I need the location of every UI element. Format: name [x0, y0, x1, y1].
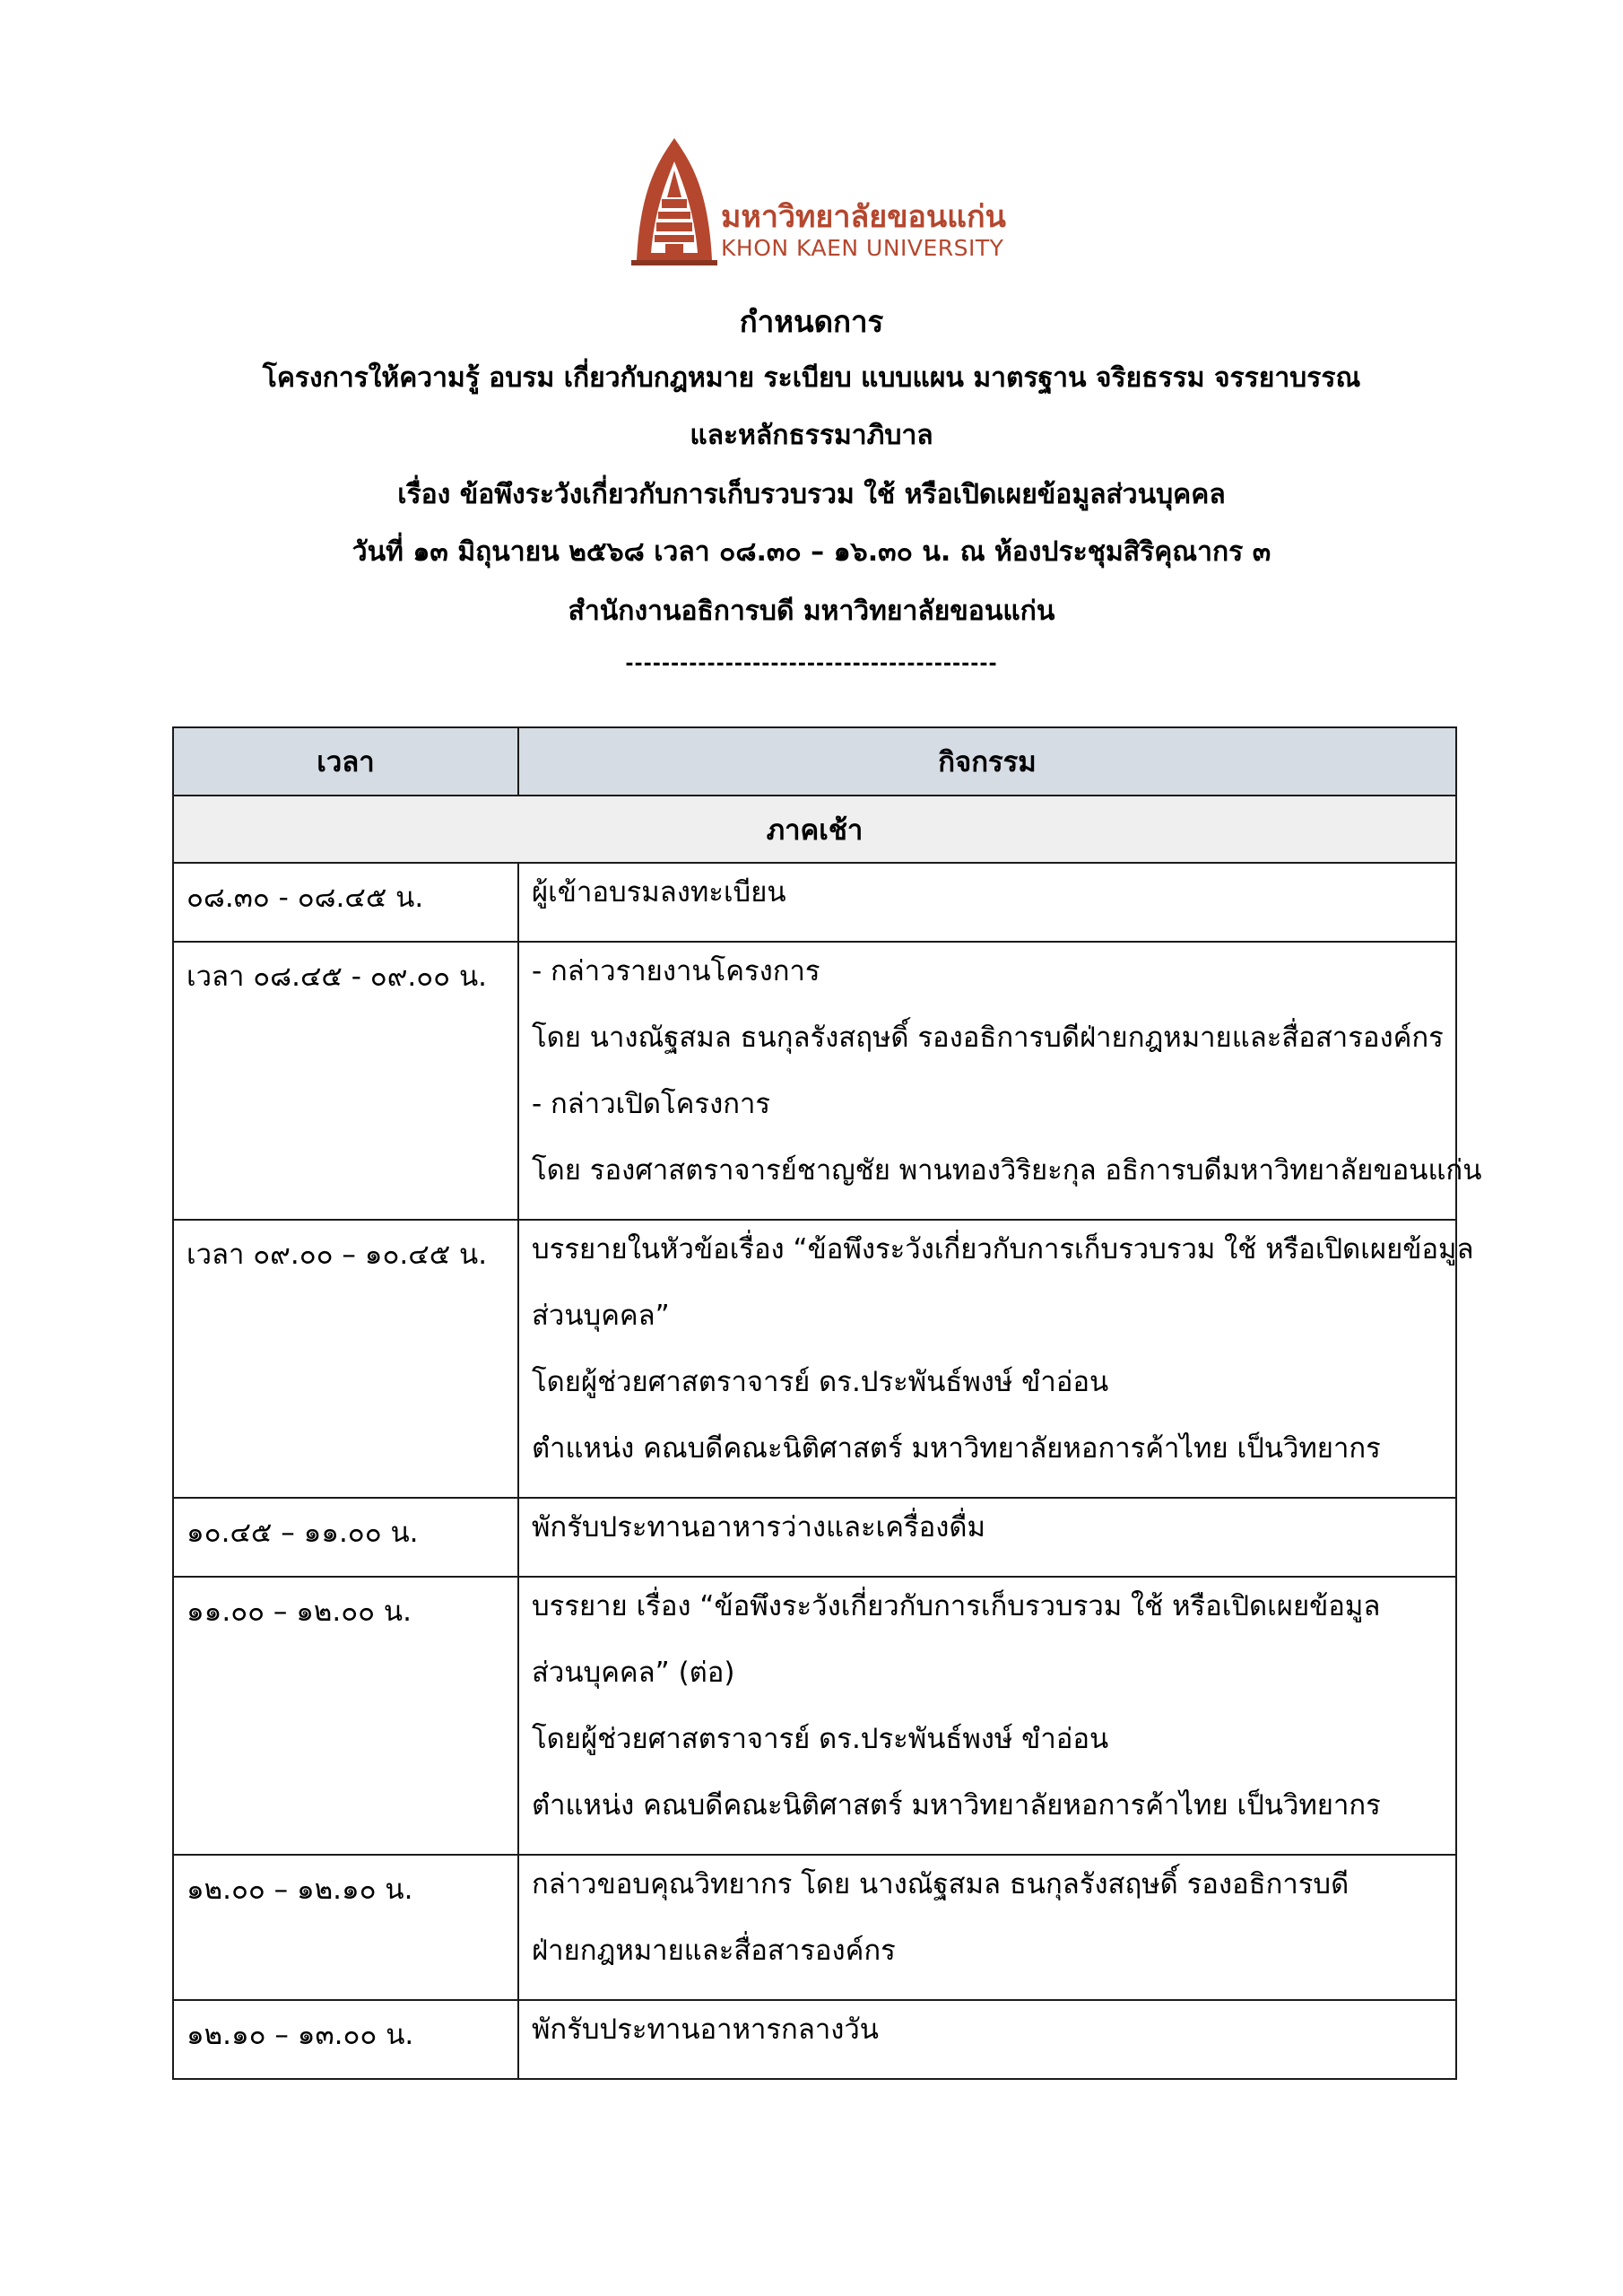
- header-time: เวลา: [173, 727, 518, 796]
- activity-line: - กล่าวรายงานโครงการ: [532, 955, 820, 987]
- row-activity: [518, 2000, 1456, 2079]
- row-activity: [518, 1855, 1456, 2000]
- activity-line: ผู้เข้าอบรมลงทะเบียน: [532, 876, 786, 909]
- activity-line: กล่าวขอบคุณวิทยากร โดย นางณัฐสมล ธนกุลรังสฤษดิ์ รองอธิการบดี: [532, 1868, 1350, 1900]
- row-activity: [518, 1577, 1456, 1855]
- logo-text-thai: มหาวิทยาลัยขอนแก่น: [721, 199, 1006, 235]
- row-time: ๑๐.๔๕ – ๑๑.๐๐ น.: [173, 1498, 518, 1577]
- table-row: [173, 2000, 1456, 2079]
- table-row: [173, 1577, 1456, 1855]
- office-line: สำนักงานอธิการบดี มหาวิทยาลัยขอนแก่น: [568, 596, 1055, 627]
- row-time: ๑๒.๑๐ – ๑๓.๐๐ น.: [173, 2000, 518, 2079]
- schedule-table: [172, 726, 1482, 2080]
- activity-line: ตำแหน่ง คณบดีคณะนิติศาสตร์ มหาวิทยาลัยหอการค้าไทย เป็นวิทยากร: [532, 1432, 1381, 1465]
- table-row: [173, 863, 1456, 942]
- row-activity: [518, 1220, 1474, 1498]
- activity-line: บรรยาย เรื่อง “ข้อพึงระวังเกี่ยวกับการเก็บรวบรวม ใช้ หรือเปิดเผยข้อมูล: [532, 1590, 1381, 1622]
- separator-line: -----------------------------------------: [625, 653, 998, 675]
- activity-line: พักรับประทานอาหารว่างและเครื่องดื่ม: [532, 1511, 985, 1544]
- activity-line: โดย นางณัฐสมล ธนกุลรังสฤษดิ์ รองอธิการบดีฝ่ายกฎหมายและสื่อสารองค์กร: [532, 1022, 1444, 1054]
- university-emblem-icon: [631, 135, 717, 269]
- activity-line: โดย รองศาสตราจารย์ชาญชัย พานทองวิริยะกุล อธิการบดีมหาวิทยาลัยขอนแก่น: [532, 1154, 1482, 1187]
- document-title: กำหนดการ: [739, 304, 884, 339]
- activity-line: บรรยายในหัวข้อเรื่อง “ข้อพึงระวังเกี่ยวกับการเก็บรวบรวม ใช้ หรือเปิดเผยข้อมูล: [532, 1233, 1474, 1265]
- table-header-row: [173, 727, 1456, 796]
- activity-line: โดยผู้ช่วยศาสตราจารย์ ดร.ประพันธ์พงษ์ ขำอ่อน: [532, 1723, 1109, 1755]
- row-activity: [518, 942, 1482, 1220]
- activity-line: - กล่าวเปิดโครงการ: [532, 1088, 771, 1120]
- row-time: เวลา ๐๘.๔๕ - ๐๙.๐๐ น.: [173, 942, 518, 1220]
- logo-text-english: KHON KAEN UNIVERSITY: [721, 235, 1004, 261]
- row-activity: [518, 1498, 1456, 1577]
- project-title-line1: โครงการให้ความรู้ อบรม เกี่ยวกับกฎหมาย ระเบียบ แบบแผน มาตรฐาน จริยธรรม จรรยาบรรณ: [262, 362, 1361, 394]
- activity-line: พักรับประทานอาหารกลางวัน: [532, 2013, 879, 2046]
- table-row: [173, 1220, 1456, 1498]
- row-time: เวลา ๐๙.๐๐ – ๑๐.๔๕ น.: [173, 1220, 518, 1498]
- table-row: [173, 942, 1456, 1220]
- row-time: ๐๘.๓๐ - ๐๘.๔๕ น.: [173, 863, 518, 942]
- session-label: ภาคเช้า: [173, 796, 1456, 863]
- activity-line: ส่วนบุคคล” (ต่อ): [532, 1657, 735, 1689]
- project-title-line2: และหลักธรรมาภิบาล: [690, 420, 933, 451]
- activity-line: โดยผู้ช่วยศาสตราจารย์ ดร.ประพันธ์พงษ์ ขำอ่อน: [532, 1366, 1109, 1398]
- row-time: ๑๑.๐๐ – ๑๒.๐๐ น.: [173, 1577, 518, 1855]
- header-activity: กิจกรรม: [518, 727, 1456, 796]
- activity-line: ฝ่ายกฎหมายและสื่อสารองค์กร: [532, 1935, 896, 1967]
- date-place-line: วันที่ ๑๓ มิถุนายน ๒๕๖๘ เวลา ๐๘.๓๐ – ๑๖.๓๐ น. ณ ห้องประชุมสิริคุณากร ๓: [352, 536, 1271, 568]
- subject-line: เรื่อง ข้อพึงระวังเกี่ยวกับการเก็บรวบรวม ใช้ หรือเปิดเผยข้อมูลส่วนบุคคล: [397, 479, 1226, 510]
- university-logo: [631, 135, 1026, 269]
- table-row: [173, 1855, 1456, 2000]
- activity-line: ส่วนบุคคล”: [532, 1300, 670, 1332]
- row-time: ๑๒.๐๐ – ๑๒.๑๐ น.: [173, 1855, 518, 2000]
- activity-line: ตำแหน่ง คณบดีคณะนิติศาสตร์ มหาวิทยาลัยหอการค้าไทย เป็นวิทยากร: [532, 1789, 1381, 1822]
- table-row: [173, 1498, 1456, 1577]
- session-row: [173, 796, 1456, 863]
- row-activity: [518, 863, 1456, 942]
